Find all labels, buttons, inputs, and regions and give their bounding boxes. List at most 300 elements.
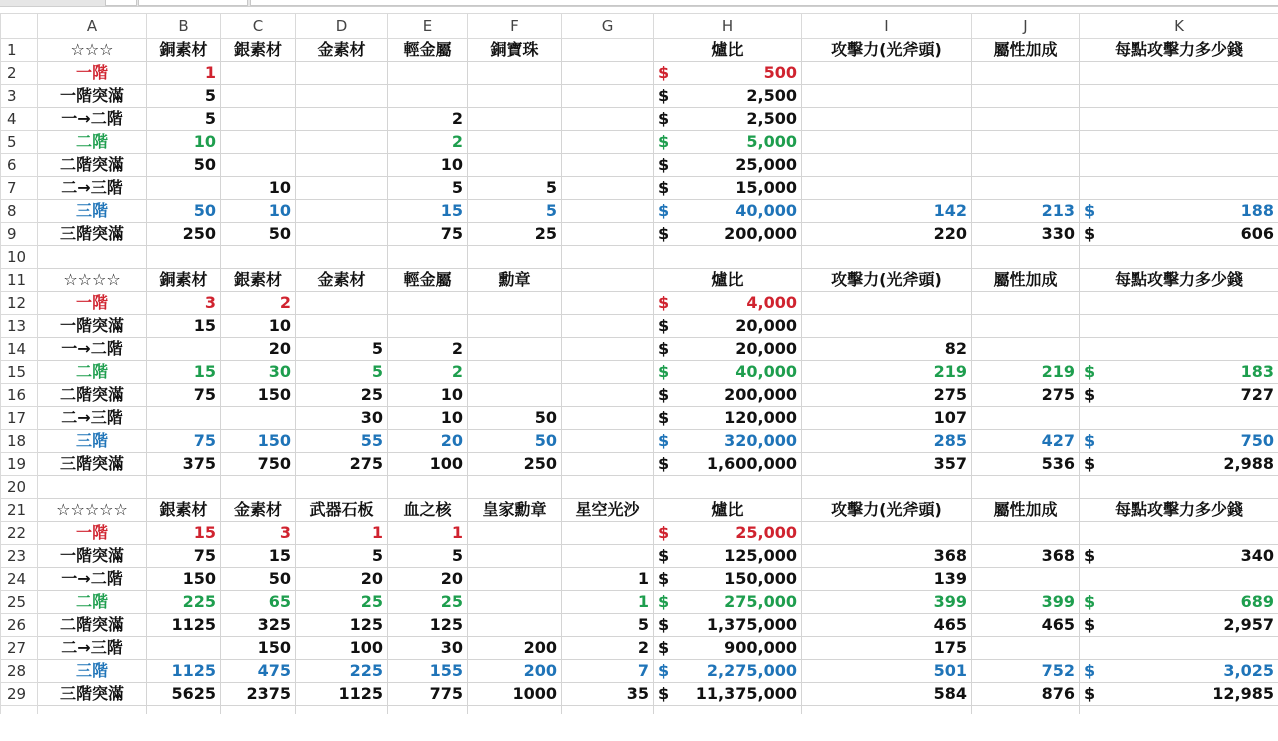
cell-i20[interactable] [802,476,972,499]
row-header[interactable]: 23 [1,545,38,568]
cell-empty[interactable] [1080,706,1278,714]
cell-e17[interactable]: 10 [388,407,468,430]
cell-c19[interactable]: 750 [221,453,296,476]
cell-a17[interactable]: 二→三階 [38,407,147,430]
cell-f20[interactable] [468,476,562,499]
cell-b1[interactable]: 銅素材 [147,39,221,62]
cell-h28[interactable] [654,660,802,683]
row-header[interactable]: 13 [1,315,38,338]
cell-e23[interactable]: 5 [388,545,468,568]
cell-k17[interactable] [1080,407,1278,430]
cell-b18[interactable]: 75 [147,430,221,453]
cell-d21[interactable]: 武器石板 [296,499,388,522]
cell-b26[interactable]: 1125 [147,614,221,637]
cell-j6[interactable] [972,154,1080,177]
cell-a6[interactable]: 二階突滿 [38,154,147,177]
cell-b14[interactable] [147,338,221,361]
cell-g21[interactable]: 星空光沙 [562,499,654,522]
cell-f18[interactable]: 50 [468,430,562,453]
cell-d23[interactable]: 5 [296,545,388,568]
cell-g18[interactable] [562,430,654,453]
cell-g20[interactable] [562,476,654,499]
cell-f28[interactable]: 200 [468,660,562,683]
cell-j28[interactable]: 752 [972,660,1080,683]
cell-h2[interactable] [654,62,802,85]
cell-b19[interactable]: 375 [147,453,221,476]
cell-h16[interactable] [654,384,802,407]
cell-j20[interactable] [972,476,1080,499]
row-header[interactable]: 24 [1,568,38,591]
cell-j7[interactable] [972,177,1080,200]
cell-e29[interactable]: 775 [388,683,468,706]
cell-i6[interactable] [802,154,972,177]
cell-h29[interactable] [654,683,802,706]
cell-d1[interactable]: 金素材 [296,39,388,62]
cell-c4[interactable] [221,108,296,131]
cell-g29[interactable]: 35 [562,683,654,706]
cell-d18[interactable]: 55 [296,430,388,453]
cell-e16[interactable]: 10 [388,384,468,407]
cell-a1[interactable]: ☆☆☆ [38,39,147,62]
cell-empty[interactable] [38,706,147,714]
cell-e27[interactable]: 30 [388,637,468,660]
cell-c11[interactable]: 銀素材 [221,269,296,292]
cell-f8[interactable]: 5 [468,200,562,223]
cell-g6[interactable] [562,154,654,177]
cell-c26[interactable]: 325 [221,614,296,637]
cell-e18[interactable]: 20 [388,430,468,453]
cell-i2[interactable] [802,62,972,85]
row-header[interactable]: 2 [1,62,38,85]
cell-h24[interactable] [654,568,802,591]
cell-h18[interactable] [654,430,802,453]
cell-i22[interactable] [802,522,972,545]
cell-e1[interactable]: 輕金屬 [388,39,468,62]
cell-c24[interactable]: 50 [221,568,296,591]
cell-c16[interactable]: 150 [221,384,296,407]
cell-i3[interactable] [802,85,972,108]
row-header[interactable]: 12 [1,292,38,315]
cell-f4[interactable] [468,108,562,131]
cell-e5[interactable]: 2 [388,131,468,154]
cell-a9[interactable]: 三階突滿 [38,223,147,246]
cell-a3[interactable]: 一階突滿 [38,85,147,108]
cell-empty[interactable] [972,706,1080,714]
cell-c13[interactable]: 10 [221,315,296,338]
cell-e15[interactable]: 2 [388,361,468,384]
cell-k23[interactable] [1080,545,1278,568]
cell-c18[interactable]: 150 [221,430,296,453]
cell-j21[interactable]: 屬性加成 [972,499,1080,522]
cell-c5[interactable] [221,131,296,154]
cell-g8[interactable] [562,200,654,223]
column-header-k[interactable]: K [1080,14,1278,39]
cell-f23[interactable] [468,545,562,568]
cell-a11[interactable]: ☆☆☆☆ [38,269,147,292]
cell-b13[interactable]: 15 [147,315,221,338]
cell-i7[interactable] [802,177,972,200]
cell-h23[interactable] [654,545,802,568]
cell-h6[interactable] [654,154,802,177]
column-header-a[interactable]: A [38,14,147,39]
column-header-h[interactable]: H [654,14,802,39]
cell-h10[interactable] [654,246,802,269]
cell-e25[interactable]: 25 [388,591,468,614]
cell-empty[interactable] [802,706,972,714]
cell-i11[interactable]: 攻擊力(光斧頭) [802,269,972,292]
row-header[interactable]: 28 [1,660,38,683]
row-header[interactable]: 1 [1,39,38,62]
cell-d7[interactable] [296,177,388,200]
cell-i1[interactable]: 攻擊力(光斧頭) [802,39,972,62]
cell-j29[interactable]: 876 [972,683,1080,706]
cell-f11[interactable]: 勳章 [468,269,562,292]
cell-d29[interactable]: 1125 [296,683,388,706]
cell-k28[interactable] [1080,660,1278,683]
cell-h14[interactable] [654,338,802,361]
cell-f26[interactable] [468,614,562,637]
row-header[interactable] [1,706,38,714]
cell-h22[interactable] [654,522,802,545]
cell-j27[interactable] [972,637,1080,660]
cell-i16[interactable]: 275 [802,384,972,407]
cell-h5[interactable] [654,131,802,154]
cell-k5[interactable] [1080,131,1278,154]
cell-g7[interactable] [562,177,654,200]
cell-f21[interactable]: 皇家勳章 [468,499,562,522]
cell-h3[interactable] [654,85,802,108]
select-all-corner[interactable] [1,14,38,39]
cell-b12[interactable]: 3 [147,292,221,315]
cell-j11[interactable]: 屬性加成 [972,269,1080,292]
column-header-f[interactable]: F [468,14,562,39]
cell-g15[interactable] [562,361,654,384]
cell-e8[interactable]: 15 [388,200,468,223]
cell-g27[interactable]: 2 [562,637,654,660]
cell-f13[interactable] [468,315,562,338]
cell-j15[interactable]: 219 [972,361,1080,384]
cell-c20[interactable] [221,476,296,499]
cell-f3[interactable] [468,85,562,108]
cell-i19[interactable]: 357 [802,453,972,476]
cell-c27[interactable]: 150 [221,637,296,660]
cell-a25[interactable]: 二階 [38,591,147,614]
column-header-c[interactable]: C [221,14,296,39]
cell-e10[interactable] [388,246,468,269]
row-header[interactable]: 10 [1,246,38,269]
cell-c21[interactable]: 金素材 [221,499,296,522]
cell-i15[interactable]: 219 [802,361,972,384]
cell-j19[interactable]: 536 [972,453,1080,476]
cell-h8[interactable] [654,200,802,223]
cell-k1[interactable]: 每點攻擊力多少錢 [1080,39,1278,62]
cell-c14[interactable]: 20 [221,338,296,361]
cell-j3[interactable] [972,85,1080,108]
cell-a15[interactable]: 二階 [38,361,147,384]
cell-empty[interactable] [147,706,221,714]
cell-f17[interactable]: 50 [468,407,562,430]
row-header[interactable]: 11 [1,269,38,292]
cell-i24[interactable]: 139 [802,568,972,591]
row-header[interactable]: 17 [1,407,38,430]
cell-d10[interactable] [296,246,388,269]
cell-b11[interactable]: 銅素材 [147,269,221,292]
cell-k13[interactable] [1080,315,1278,338]
cell-f22[interactable] [468,522,562,545]
cell-c1[interactable]: 銀素材 [221,39,296,62]
cell-a14[interactable]: 一→二階 [38,338,147,361]
cell-j25[interactable]: 399 [972,591,1080,614]
cell-e12[interactable] [388,292,468,315]
cell-j17[interactable] [972,407,1080,430]
column-header-i[interactable]: I [802,14,972,39]
cell-g25[interactable]: 1 [562,591,654,614]
cell-a24[interactable]: 一→二階 [38,568,147,591]
cell-c6[interactable] [221,154,296,177]
cell-j18[interactable]: 427 [972,430,1080,453]
cell-i13[interactable] [802,315,972,338]
cell-a21[interactable]: ☆☆☆☆☆ [38,499,147,522]
cell-e7[interactable]: 5 [388,177,468,200]
cell-empty[interactable] [221,706,296,714]
cell-k29[interactable] [1080,683,1278,706]
cell-h7[interactable] [654,177,802,200]
cell-a18[interactable]: 三階 [38,430,147,453]
sheet-tab[interactable] [105,0,137,6]
row-header[interactable]: 15 [1,361,38,384]
row-header[interactable]: 3 [1,85,38,108]
column-header-g[interactable]: G [562,14,654,39]
cell-d3[interactable] [296,85,388,108]
cell-b6[interactable]: 50 [147,154,221,177]
cell-k27[interactable] [1080,637,1278,660]
row-header[interactable]: 8 [1,200,38,223]
cell-g19[interactable] [562,453,654,476]
cell-h19[interactable] [654,453,802,476]
cell-b22[interactable]: 15 [147,522,221,545]
cell-i14[interactable]: 82 [802,338,972,361]
cell-k3[interactable] [1080,85,1278,108]
cell-k6[interactable] [1080,154,1278,177]
cell-a2[interactable]: 一階 [38,62,147,85]
cell-e22[interactable]: 1 [388,522,468,545]
cell-g26[interactable]: 5 [562,614,654,637]
row-header[interactable]: 25 [1,591,38,614]
cell-b17[interactable] [147,407,221,430]
cell-a29[interactable]: 三階突滿 [38,683,147,706]
cell-e3[interactable] [388,85,468,108]
cell-c23[interactable]: 15 [221,545,296,568]
cell-c12[interactable]: 2 [221,292,296,315]
row-header[interactable]: 19 [1,453,38,476]
cell-k25[interactable] [1080,591,1278,614]
cell-a8[interactable]: 三階 [38,200,147,223]
cell-j2[interactable] [972,62,1080,85]
cell-b29[interactable]: 5625 [147,683,221,706]
cell-k8[interactable] [1080,200,1278,223]
spreadsheet-grid[interactable] [0,13,1278,714]
cell-g22[interactable] [562,522,654,545]
cell-i17[interactable]: 107 [802,407,972,430]
cell-b15[interactable]: 15 [147,361,221,384]
cell-g13[interactable] [562,315,654,338]
cell-j22[interactable] [972,522,1080,545]
cell-e14[interactable]: 2 [388,338,468,361]
cell-e13[interactable] [388,315,468,338]
cell-k11[interactable]: 每點攻擊力多少錢 [1080,269,1278,292]
cell-k24[interactable] [1080,568,1278,591]
cell-i18[interactable]: 285 [802,430,972,453]
row-header[interactable]: 29 [1,683,38,706]
cell-f6[interactable] [468,154,562,177]
cell-d12[interactable] [296,292,388,315]
cell-d17[interactable]: 30 [296,407,388,430]
cell-f1[interactable]: 銅寶珠 [468,39,562,62]
cell-a5[interactable]: 二階 [38,131,147,154]
cell-b4[interactable]: 5 [147,108,221,131]
cell-j1[interactable]: 屬性加成 [972,39,1080,62]
cell-f29[interactable]: 1000 [468,683,562,706]
cell-h9[interactable] [654,223,802,246]
cell-g17[interactable] [562,407,654,430]
cell-g4[interactable] [562,108,654,131]
cell-f15[interactable] [468,361,562,384]
cell-b21[interactable]: 銀素材 [147,499,221,522]
cell-k2[interactable] [1080,62,1278,85]
cell-h4[interactable] [654,108,802,131]
cell-b10[interactable] [147,246,221,269]
row-header[interactable]: 26 [1,614,38,637]
cell-f9[interactable]: 25 [468,223,562,246]
cell-f12[interactable] [468,292,562,315]
cell-d14[interactable]: 5 [296,338,388,361]
cell-g5[interactable] [562,131,654,154]
cell-h1[interactable]: 爐比 [654,39,802,62]
cell-j5[interactable] [972,131,1080,154]
row-header[interactable]: 21 [1,499,38,522]
cell-j4[interactable] [972,108,1080,131]
cell-b25[interactable]: 225 [147,591,221,614]
cell-f14[interactable] [468,338,562,361]
cell-j26[interactable]: 465 [972,614,1080,637]
cell-i4[interactable] [802,108,972,131]
cell-k16[interactable] [1080,384,1278,407]
cell-a20[interactable] [38,476,147,499]
cell-a7[interactable]: 二→三階 [38,177,147,200]
cell-e20[interactable] [388,476,468,499]
cell-i23[interactable]: 368 [802,545,972,568]
cell-b16[interactable]: 75 [147,384,221,407]
cell-g28[interactable]: 7 [562,660,654,683]
cell-h15[interactable] [654,361,802,384]
cell-d5[interactable] [296,131,388,154]
cell-i26[interactable]: 465 [802,614,972,637]
cell-k21[interactable]: 每點攻擊力多少錢 [1080,499,1278,522]
cell-d11[interactable]: 金素材 [296,269,388,292]
cell-j16[interactable]: 275 [972,384,1080,407]
cell-d22[interactable]: 1 [296,522,388,545]
cell-a10[interactable] [38,246,147,269]
cell-empty[interactable] [296,706,388,714]
cell-k4[interactable] [1080,108,1278,131]
cell-g9[interactable] [562,223,654,246]
cell-f7[interactable]: 5 [468,177,562,200]
cell-f2[interactable] [468,62,562,85]
cell-i8[interactable]: 142 [802,200,972,223]
cell-k15[interactable] [1080,361,1278,384]
row-header[interactable]: 18 [1,430,38,453]
cell-d19[interactable]: 275 [296,453,388,476]
cell-f10[interactable] [468,246,562,269]
cell-j24[interactable] [972,568,1080,591]
cell-i12[interactable] [802,292,972,315]
cell-b24[interactable]: 150 [147,568,221,591]
cell-d8[interactable] [296,200,388,223]
cell-a16[interactable]: 二階突滿 [38,384,147,407]
cell-h26[interactable] [654,614,802,637]
cell-b2[interactable]: 1 [147,62,221,85]
sheet-tab[interactable] [138,0,248,6]
cell-d24[interactable]: 20 [296,568,388,591]
cell-c8[interactable]: 10 [221,200,296,223]
cell-d16[interactable]: 25 [296,384,388,407]
column-header-d[interactable]: D [296,14,388,39]
row-header[interactable]: 22 [1,522,38,545]
cell-b5[interactable]: 10 [147,131,221,154]
cell-a13[interactable]: 一階突滿 [38,315,147,338]
cell-k19[interactable] [1080,453,1278,476]
cell-a23[interactable]: 一階突滿 [38,545,147,568]
cell-g24[interactable]: 1 [562,568,654,591]
cell-c29[interactable]: 2375 [221,683,296,706]
row-header[interactable]: 14 [1,338,38,361]
cell-g2[interactable] [562,62,654,85]
cell-c9[interactable]: 50 [221,223,296,246]
cell-h17[interactable] [654,407,802,430]
cell-f25[interactable] [468,591,562,614]
cell-empty[interactable] [654,706,802,714]
cell-d25[interactable]: 25 [296,591,388,614]
cell-b9[interactable]: 250 [147,223,221,246]
cell-b8[interactable]: 50 [147,200,221,223]
cell-c10[interactable] [221,246,296,269]
cell-d13[interactable] [296,315,388,338]
column-header-b[interactable]: B [147,14,221,39]
cell-a19[interactable]: 三階突滿 [38,453,147,476]
cell-g23[interactable] [562,545,654,568]
cell-j9[interactable]: 330 [972,223,1080,246]
cell-a22[interactable]: 一階 [38,522,147,545]
cell-e2[interactable] [388,62,468,85]
cell-i21[interactable]: 攻擊力(光斧頭) [802,499,972,522]
cell-d15[interactable]: 5 [296,361,388,384]
cell-a26[interactable]: 二階突滿 [38,614,147,637]
cell-empty[interactable] [388,706,468,714]
cell-b20[interactable] [147,476,221,499]
row-header[interactable]: 16 [1,384,38,407]
cell-c17[interactable] [221,407,296,430]
cell-d27[interactable]: 100 [296,637,388,660]
cell-h21[interactable]: 爐比 [654,499,802,522]
row-header[interactable]: 4 [1,108,38,131]
cell-a27[interactable]: 二→三階 [38,637,147,660]
cell-k22[interactable] [1080,522,1278,545]
cell-e6[interactable]: 10 [388,154,468,177]
row-header[interactable]: 7 [1,177,38,200]
cell-k14[interactable] [1080,338,1278,361]
cell-a12[interactable]: 一階 [38,292,147,315]
cell-f5[interactable] [468,131,562,154]
